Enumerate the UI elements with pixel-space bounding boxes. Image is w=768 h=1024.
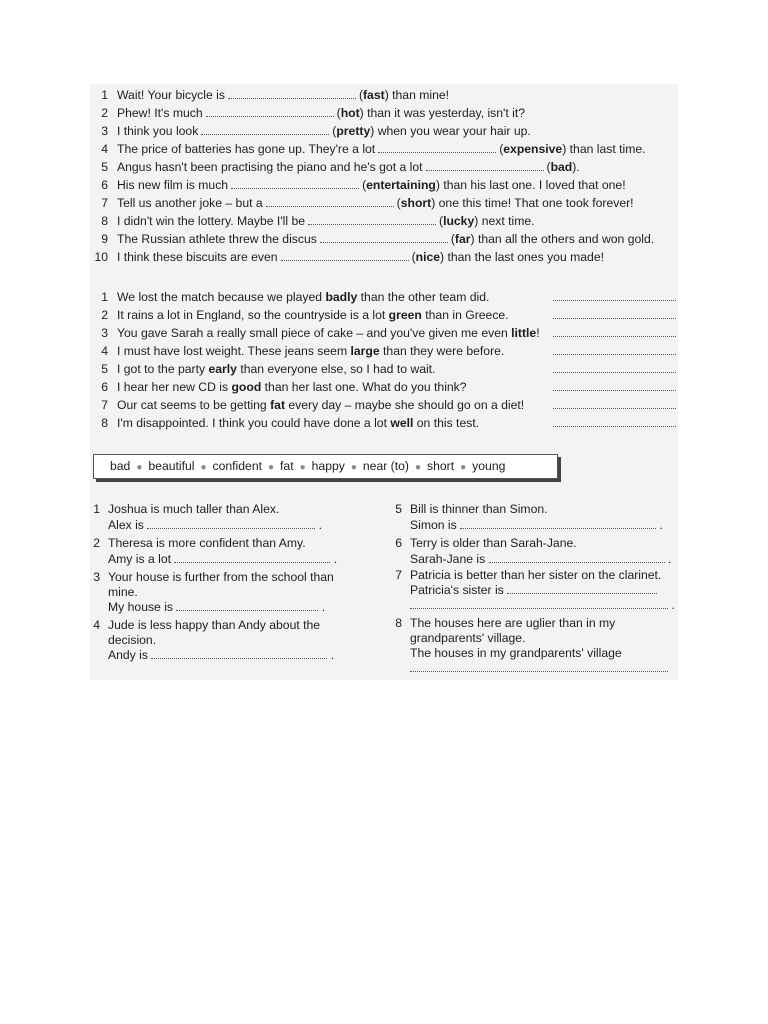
ex2-item: 1 We lost the match because we played badly than the other team did. — [90, 288, 678, 306]
ex2-item: 4 I must have lost weight. These jeans seem large than they were before. — [90, 342, 678, 360]
answer-blank[interactable] — [410, 598, 668, 609]
answer-blank[interactable] — [553, 408, 676, 409]
ex2-item: 3 You gave Sarah a really small piece of cake – and you've given me even little! — [90, 324, 678, 342]
answer-blank[interactable] — [281, 249, 409, 261]
answer-blank[interactable] — [553, 336, 676, 337]
word-box: bad ● beautiful ● confident ● fat ● happy ● near (to) ● short ● young — [93, 454, 558, 479]
answer-blank[interactable] — [174, 552, 330, 563]
answer-blank[interactable] — [228, 87, 356, 99]
answer-blank[interactable] — [308, 213, 436, 225]
answer-blank[interactable] — [489, 552, 665, 563]
answer-blank[interactable] — [147, 518, 315, 529]
bullet-icon: ● — [299, 462, 306, 473]
worksheet: 1 Wait! Your bicycle is (fast) than mine! 2 Phew! It's much (hot) than it was yesterday, isn't it? 3 I think you look (pretty) when you wear your hair up. 4 The price of batteries has gone up. They're a lot (expensive) than last time. 5 Angus hasn't been practising the piano and he's got a lot (bad). 6 His new film is much (entertaining) than his last one. I loved that one! 7 Tell us another joke – but a (short) one this time! That one took forever! 8 I didn't win the lottery. Maybe I'll be (lucky) next time. 9 The Russian athlete threw the discus (far) than all the others and won gold. 10 I think these biscuits are even (nice) than the last ones you made! 1 We lost the match because we played badly than the other team did. 2 It rains a lot in England, so the countryside is a lot green than in Greece. 3 You gave Sarah a really small piece of cake – and you've given me even little! 4 I must have lost weight. These jeans seem large than they were before. 5 I got to the party early than everyone else, so I had to wait. 6 I hear her new CD is good than her last one. What do you think? 7 Our cat seems to be getting fat every day – maybe she should go on a diet! 8 I'm disappointed. I think you could have done a lot well on this test. bad ● beautiful ● confident ● fat ● happy ● near (to) ● short ● young 1 Joshua is much taller than Alex. Alex is . 2 Theresa is more confident than Amy. Amy is a lot . 3 Your house is further from the school than mine. My house is . 4 Jude is less happy than Andy about the decision. Andy is . 5 Bill is thinner than Simon. Simon is . 6 Terry is older than Sarah-Jane. Sarah-Jane is . 7 Patricia is better than her sister on the clarinet. Patricia's sister is . 8 The houses here are uglier than in my grandparents' village. The houses in my grandparents' village — [90, 84, 678, 680]
bullet-icon: ● — [414, 462, 422, 473]
bullet-icon: ● — [460, 462, 467, 473]
answer-blank[interactable] — [378, 141, 496, 153]
answer-blank[interactable] — [320, 231, 448, 243]
answer-blank[interactable] — [176, 600, 318, 611]
answer-blank[interactable] — [553, 390, 676, 391]
bullet-icon: ● — [267, 462, 275, 473]
answer-blank[interactable] — [507, 583, 657, 594]
answer-blank[interactable] — [553, 318, 676, 319]
bullet-icon: ● — [350, 462, 357, 473]
bullet-icon: ● — [200, 462, 207, 473]
answer-blank[interactable] — [460, 518, 656, 529]
ex2-item: 8 I'm disappointed. I think you could have done a lot well on this test. — [90, 414, 678, 432]
bullet-icon: ● — [136, 462, 143, 473]
answer-blank[interactable] — [553, 426, 676, 427]
ex2-item: 7 Our cat seems to be getting fat every day – maybe she should go on a diet! — [90, 396, 678, 414]
answer-blank[interactable] — [231, 177, 359, 189]
ex2-item: 2 It rains a lot in England, so the countryside is a lot green than in Greece. — [90, 306, 678, 324]
answer-blank[interactable] — [266, 195, 394, 207]
ex2-item: 5 I got to the party early than everyone else, so I had to wait. — [90, 360, 678, 378]
answer-blank[interactable] — [553, 300, 676, 301]
answer-blank[interactable] — [201, 123, 329, 135]
answer-blank[interactable] — [553, 354, 676, 355]
answer-blank[interactable] — [410, 661, 668, 672]
answer-blank[interactable] — [553, 372, 676, 373]
answer-blank[interactable] — [426, 159, 544, 171]
answer-blank[interactable] — [151, 648, 327, 659]
answer-blank[interactable] — [206, 105, 334, 117]
ex2-item: 6 I hear her new CD is good than her last one. What do you think? — [90, 378, 678, 396]
